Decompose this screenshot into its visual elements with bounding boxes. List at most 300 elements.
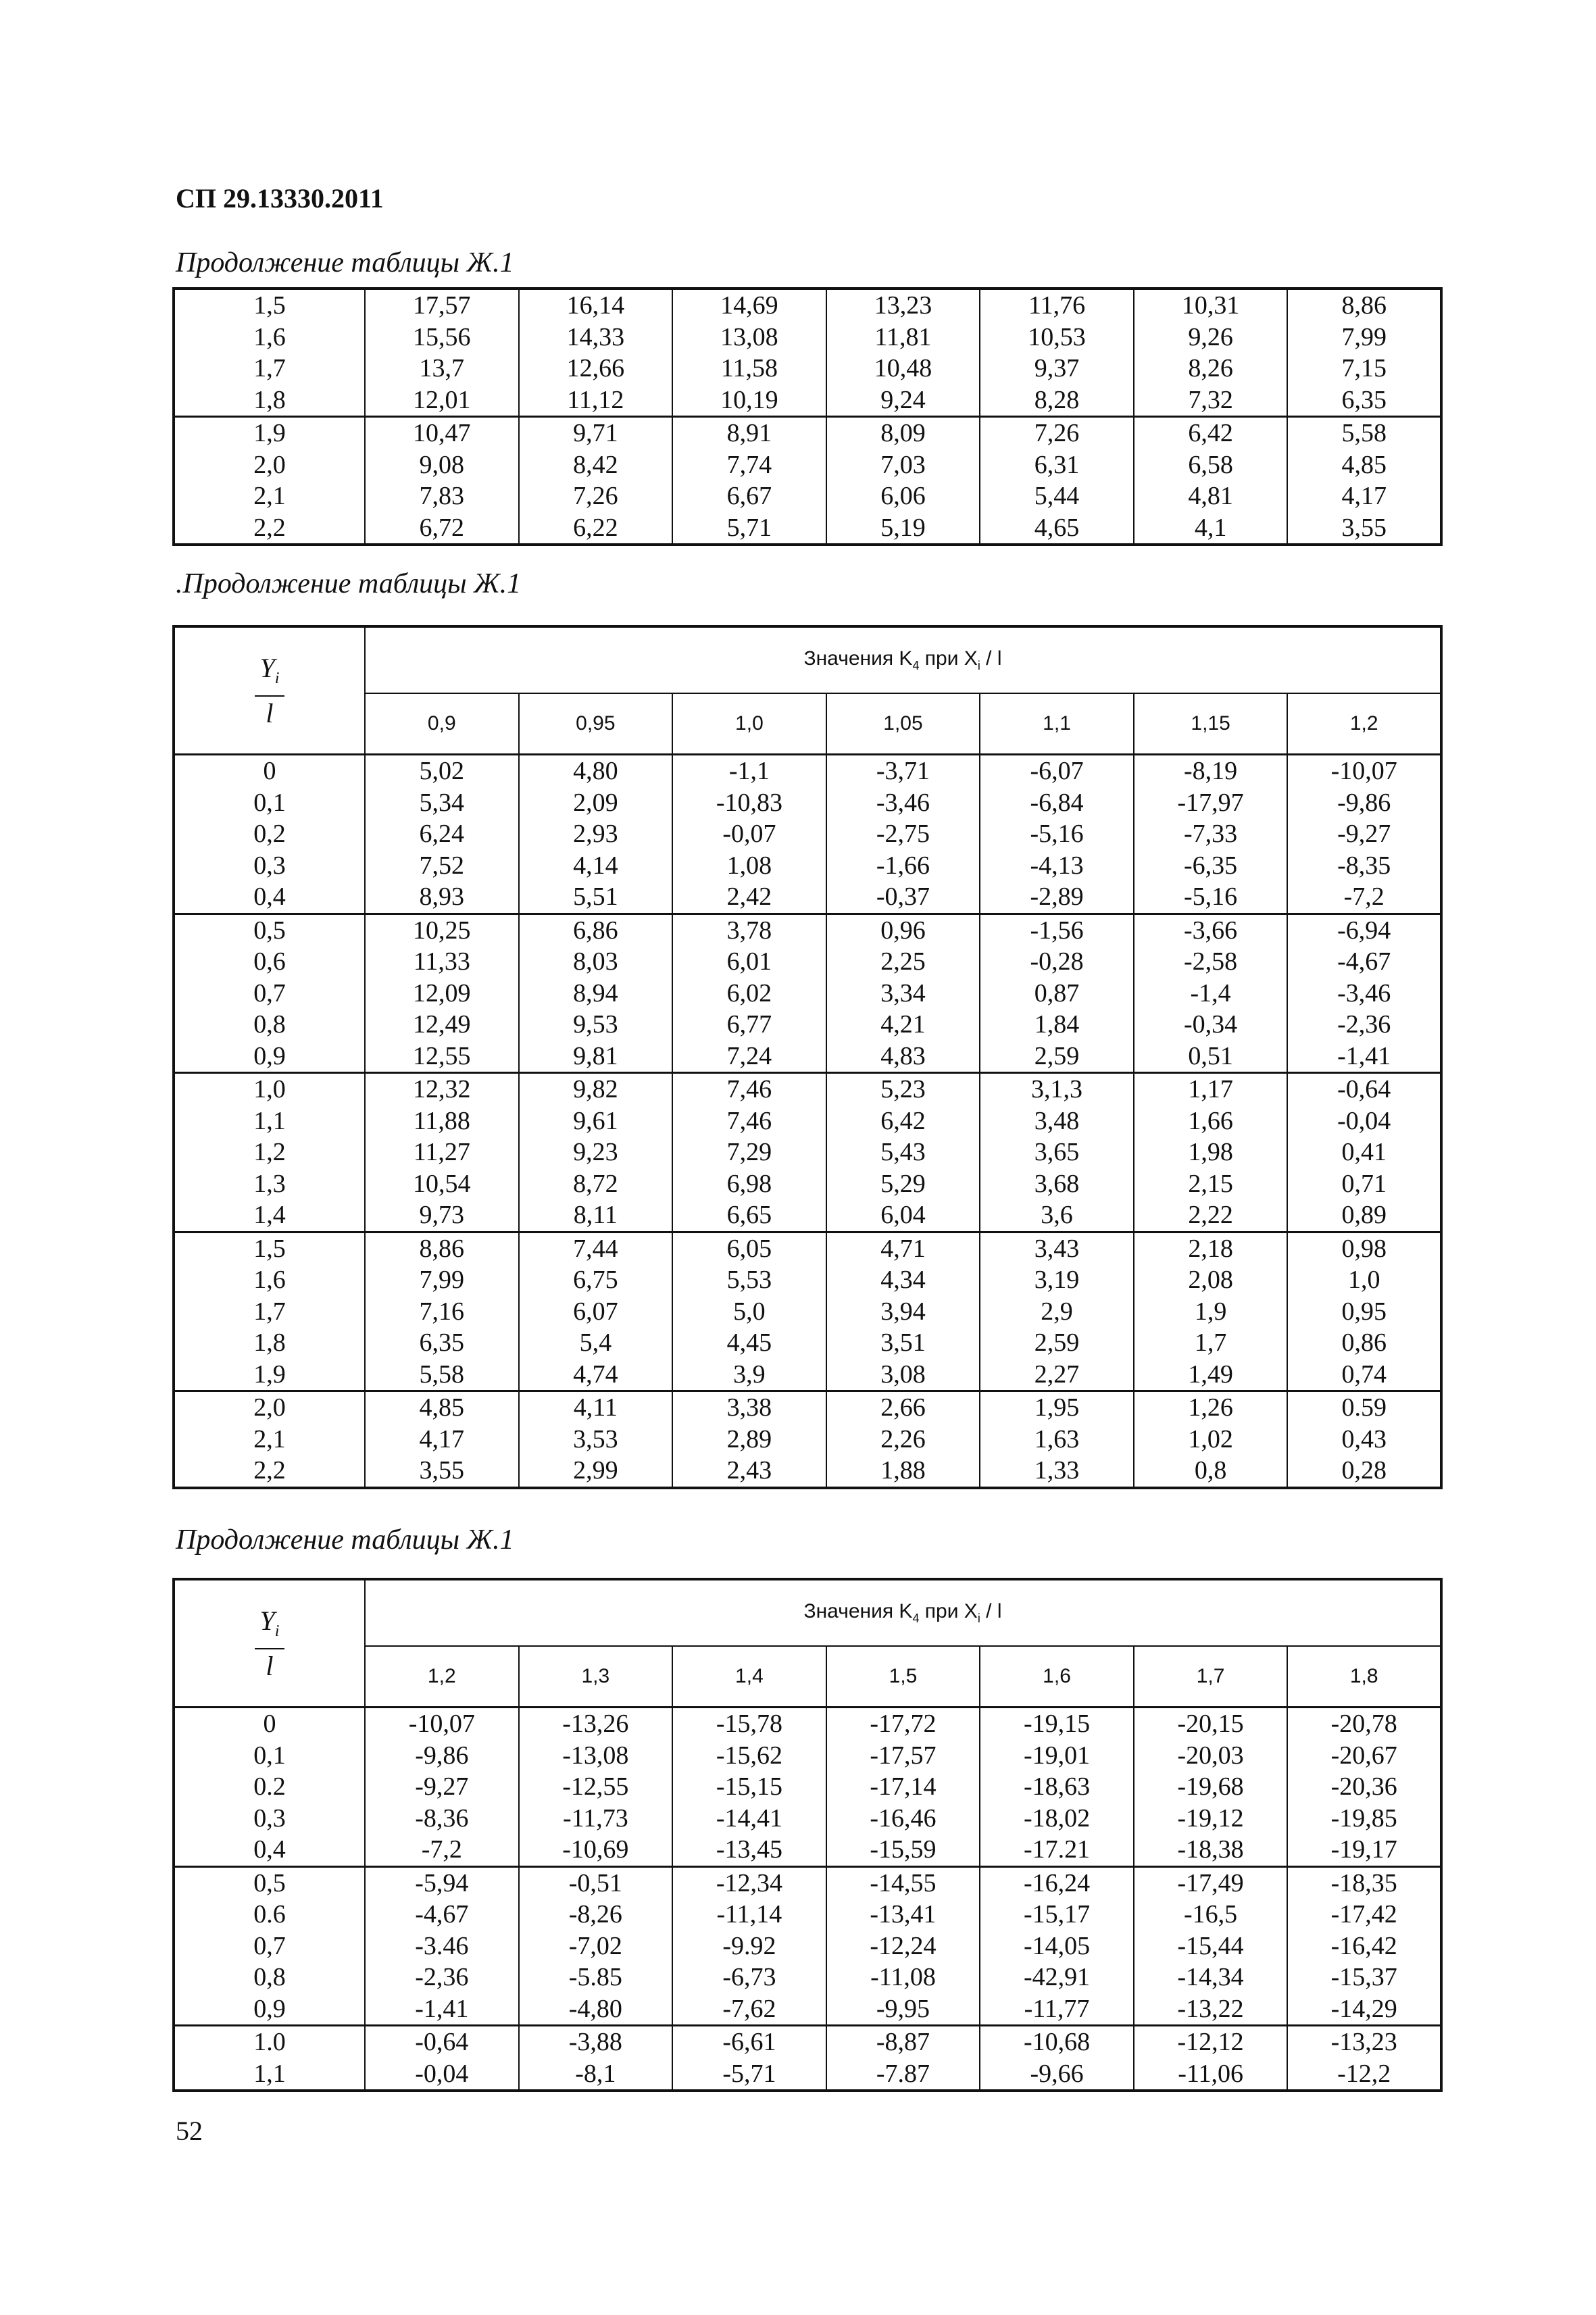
row-label-cell: 0,5	[174, 914, 365, 946]
value-cell: 1,7	[1134, 1327, 1288, 1359]
value-cell: -6,94	[1287, 914, 1441, 946]
value-cell: 6,42	[1134, 417, 1288, 449]
value-cell: 9,61	[519, 1105, 673, 1137]
value-cell: -19,85	[1287, 1803, 1441, 1835]
value-cell: -13,23	[1287, 2026, 1441, 2058]
table-caption: .Продолжение таблицы Ж.1	[176, 568, 522, 599]
value-cell: 2,89	[672, 1424, 826, 1455]
value-cell: -6,84	[980, 787, 1134, 819]
value-cell: 2,93	[519, 818, 673, 850]
value-cell: -8,35	[1287, 850, 1441, 882]
value-cell: -14,34	[1134, 1962, 1288, 1993]
value-cell: 1,84	[980, 1009, 1134, 1041]
table-row	[174, 1232, 1441, 1264]
value-cell: 4,85	[365, 1391, 519, 1424]
column-header: 1,1	[980, 693, 1134, 755]
value-cell: 5,29	[826, 1168, 980, 1200]
row-label-cell: 0,4	[174, 881, 365, 914]
value-cell: -17,57	[826, 1740, 980, 1772]
value-cell: -17,97	[1134, 787, 1288, 819]
value-cell: 3,55	[1287, 512, 1441, 545]
table-row	[174, 1834, 1441, 1866]
value-cell: 0,89	[1287, 1199, 1441, 1232]
table-row	[174, 1264, 1441, 1296]
value-cell: 6,72	[365, 512, 519, 545]
value-cell: -2,36	[1287, 1009, 1441, 1041]
value-cell: 4,85	[1287, 449, 1441, 481]
value-cell: 1,08	[672, 850, 826, 882]
value-cell: 7,03	[826, 449, 980, 481]
value-cell: 0,28	[1287, 1455, 1441, 1488]
row-label-cell: 1,9	[174, 417, 365, 449]
document-code: СП 29.13330.2011	[176, 183, 384, 214]
value-cell: -19,17	[1287, 1834, 1441, 1866]
value-cell: 11,33	[365, 946, 519, 978]
value-cell: -17,49	[1134, 1866, 1288, 1899]
table-row	[174, 2058, 1441, 2091]
value-cell: 9,73	[365, 1199, 519, 1232]
value-cell: -5.85	[519, 1962, 673, 1993]
row-label-cell: 2,2	[174, 512, 365, 545]
table-row	[174, 1771, 1441, 1803]
value-cell: 4,1	[1134, 512, 1288, 545]
value-cell: -9,27	[365, 1771, 519, 1803]
column-header: 1,5	[826, 1646, 980, 1708]
value-cell: 4,81	[1134, 480, 1288, 512]
value-cell: -6,73	[672, 1962, 826, 1993]
value-cell: 2,27	[980, 1359, 1134, 1391]
value-cell: -8,1	[519, 2058, 673, 2091]
table-row	[174, 289, 1441, 322]
value-cell: -6,35	[1134, 850, 1288, 882]
value-cell: 6,67	[672, 480, 826, 512]
value-cell: -13,26	[519, 1708, 673, 1740]
data-table	[172, 287, 1443, 546]
value-cell: 6,98	[672, 1168, 826, 1200]
value-cell: -15,44	[1134, 1931, 1288, 1962]
value-cell: 7,52	[365, 850, 519, 882]
value-cell: 8,86	[1287, 289, 1441, 322]
value-cell: -9,66	[980, 2058, 1134, 2091]
value-cell: -20,36	[1287, 1771, 1441, 1803]
value-cell: 4,71	[826, 1232, 980, 1264]
value-cell: -5,94	[365, 1866, 519, 1899]
value-cell: -18,02	[980, 1803, 1134, 1835]
value-cell: 5,53	[672, 1264, 826, 1296]
value-cell: -1,1	[672, 755, 826, 787]
value-cell: -11,06	[1134, 2058, 1288, 2091]
value-cell: -10,68	[980, 2026, 1134, 2058]
table-row	[174, 978, 1441, 1010]
value-cell: -14,41	[672, 1803, 826, 1835]
table-row	[174, 1327, 1441, 1359]
value-cell: 8,03	[519, 946, 673, 978]
value-cell: -1,41	[365, 1993, 519, 2026]
table-row	[174, 1993, 1441, 2026]
y-ratio-header	[174, 626, 365, 755]
value-cell: -16,5	[1134, 1899, 1288, 1931]
value-cell: 7,83	[365, 480, 519, 512]
row-label-cell: 0,3	[174, 850, 365, 882]
table-row	[174, 881, 1441, 914]
value-cell: 3,08	[826, 1359, 980, 1391]
value-cell: -20,03	[1134, 1740, 1288, 1772]
value-cell: 6,65	[672, 1199, 826, 1232]
value-cell: 5,58	[365, 1359, 519, 1391]
value-cell: 4,83	[826, 1041, 980, 1073]
value-cell: 3,78	[672, 914, 826, 946]
value-cell: 9,81	[519, 1041, 673, 1073]
value-cell: 3,6	[980, 1199, 1134, 1232]
row-label-cell: 1.0	[174, 2026, 365, 2058]
value-cell: -4,67	[1287, 946, 1441, 978]
value-cell: 7,29	[672, 1137, 826, 1168]
value-cell: 11,81	[826, 322, 980, 353]
value-cell: -12,55	[519, 1771, 673, 1803]
value-cell: 3,51	[826, 1327, 980, 1359]
value-cell: -17,72	[826, 1708, 980, 1740]
value-cell: 1,95	[980, 1391, 1134, 1424]
value-cell: 0,51	[1134, 1041, 1288, 1073]
table-row	[174, 787, 1441, 819]
value-cell: 7,16	[365, 1296, 519, 1328]
column-header: 1,7	[1134, 1646, 1288, 1708]
value-cell: 9,26	[1134, 322, 1288, 353]
value-cell: 3,38	[672, 1391, 826, 1424]
value-cell: 1,66	[1134, 1105, 1288, 1137]
value-cell: -16,42	[1287, 1931, 1441, 1962]
row-label-cell: 1,8	[174, 1327, 365, 1359]
value-cell: 0,71	[1287, 1168, 1441, 1200]
value-cell: 4,14	[519, 850, 673, 882]
row-label-cell: 0,8	[174, 1962, 365, 1993]
value-cell: 8,72	[519, 1168, 673, 1200]
value-cell: -0,37	[826, 881, 980, 914]
value-cell: 7,46	[672, 1073, 826, 1105]
value-cell: 2,42	[672, 881, 826, 914]
table-row	[174, 1740, 1441, 1772]
table-row	[174, 417, 1441, 449]
data-table	[172, 625, 1443, 1489]
value-cell: -11,77	[980, 1993, 1134, 2026]
value-cell: 12,32	[365, 1073, 519, 1105]
value-cell: -11,08	[826, 1962, 980, 1993]
value-cell: 6,07	[519, 1296, 673, 1328]
value-cell: -10,07	[1287, 755, 1441, 787]
value-cell: -9,86	[1287, 787, 1441, 819]
row-label-cell: 1,7	[174, 353, 365, 384]
value-cell: 13,08	[672, 322, 826, 353]
row-label-cell: 2,0	[174, 1391, 365, 1424]
value-cell: -12,34	[672, 1866, 826, 1899]
value-cell: 3,43	[980, 1232, 1134, 1264]
value-cell: -13,22	[1134, 1993, 1288, 2026]
value-cell: 1,9	[1134, 1296, 1288, 1328]
value-cell: -2,36	[365, 1962, 519, 1993]
value-cell: 6,86	[519, 914, 673, 946]
row-label-cell: 1,0	[174, 1073, 365, 1105]
column-header: 1,4	[672, 1646, 826, 1708]
k4-values-header: Значения $K_4$ при $X_i$ / l	[365, 1579, 1441, 1646]
value-cell: -19,15	[980, 1708, 1134, 1740]
value-cell: -15,37	[1287, 1962, 1441, 1993]
value-cell: 11,58	[672, 353, 826, 384]
value-cell: 2,43	[672, 1455, 826, 1488]
value-cell: -15,59	[826, 1834, 980, 1866]
row-label-cell: 0,8	[174, 1009, 365, 1041]
value-cell: 3,65	[980, 1137, 1134, 1168]
value-cell: 11,12	[519, 384, 673, 417]
value-cell: 7,26	[980, 417, 1134, 449]
column-header: 1,8	[1287, 1646, 1441, 1708]
value-cell: 12,01	[365, 384, 519, 417]
value-cell: -10,83	[672, 787, 826, 819]
value-cell: -3,66	[1134, 914, 1288, 946]
data-table	[172, 1578, 1443, 2092]
row-label-cell: 1,7	[174, 1296, 365, 1328]
value-cell: 8,93	[365, 881, 519, 914]
y-ratio-label: $\frac{Y_i}{l}$	[255, 651, 285, 730]
column-header: 1,15	[1134, 693, 1288, 755]
value-cell: 5,71	[672, 512, 826, 545]
value-cell: -4,80	[519, 1993, 673, 2026]
value-cell: 11,76	[980, 289, 1134, 322]
row-label-cell: 1,3	[174, 1168, 365, 1200]
value-cell: -18,63	[980, 1771, 1134, 1803]
value-cell: 1,63	[980, 1424, 1134, 1455]
value-cell: 3,34	[826, 978, 980, 1010]
value-cell: 3,53	[519, 1424, 673, 1455]
value-cell: 1,0	[1287, 1264, 1441, 1296]
value-cell: -15,62	[672, 1740, 826, 1772]
table-row	[174, 1899, 1441, 1931]
table-row	[174, 1708, 1441, 1740]
value-cell: 2,26	[826, 1424, 980, 1455]
value-cell: 5,19	[826, 512, 980, 545]
value-cell: -19,01	[980, 1740, 1134, 1772]
value-cell: -3,46	[826, 787, 980, 819]
value-cell: 2,59	[980, 1041, 1134, 1073]
table-row	[174, 353, 1441, 384]
column-header: 1,3	[519, 1646, 673, 1708]
value-cell: 6,02	[672, 978, 826, 1010]
value-cell: 15,56	[365, 322, 519, 353]
value-cell: 0,8	[1134, 1455, 1288, 1488]
column-header: 1,2	[365, 1646, 519, 1708]
table-caption: Продолжение таблицы Ж.1	[176, 247, 514, 278]
row-label-cell: 0,2	[174, 818, 365, 850]
value-cell: 10,25	[365, 914, 519, 946]
value-cell: 6,35	[1287, 384, 1441, 417]
value-cell: 9,08	[365, 449, 519, 481]
value-cell: 3,48	[980, 1105, 1134, 1137]
value-cell: -2,58	[1134, 946, 1288, 978]
table-row	[174, 1359, 1441, 1391]
value-cell: 9,82	[519, 1073, 673, 1105]
value-cell: 2,9	[980, 1296, 1134, 1328]
row-label-cell: 2,0	[174, 449, 365, 481]
value-cell: 10,54	[365, 1168, 519, 1200]
value-cell: -10,07	[365, 1708, 519, 1740]
value-cell: 5,02	[365, 755, 519, 787]
value-cell: -0,34	[1134, 1009, 1288, 1041]
value-cell: 12,55	[365, 1041, 519, 1073]
value-cell: 4,80	[519, 755, 673, 787]
table-row	[174, 384, 1441, 417]
value-cell: 6,42	[826, 1105, 980, 1137]
value-cell: 6,22	[519, 512, 673, 545]
value-cell: -17.21	[980, 1834, 1134, 1866]
value-cell: 5,0	[672, 1296, 826, 1328]
value-cell: 6,75	[519, 1264, 673, 1296]
value-cell: 3,1,3	[980, 1073, 1134, 1105]
value-cell: -7,33	[1134, 818, 1288, 850]
value-cell: -18,38	[1134, 1834, 1288, 1866]
value-cell: 2,99	[519, 1455, 673, 1488]
value-cell: 9,53	[519, 1009, 673, 1041]
table-row	[174, 1803, 1441, 1835]
value-cell: 7,99	[365, 1264, 519, 1296]
value-cell: 1,33	[980, 1455, 1134, 1488]
value-cell: -4,13	[980, 850, 1134, 882]
value-cell: 8,94	[519, 978, 673, 1010]
value-cell: 13,23	[826, 289, 980, 322]
value-cell: 8,86	[365, 1232, 519, 1264]
value-cell: 4,17	[365, 1424, 519, 1455]
value-cell: -1,56	[980, 914, 1134, 946]
value-cell: -11,14	[672, 1899, 826, 1931]
value-cell: -17,14	[826, 1771, 980, 1803]
value-cell: -15,15	[672, 1771, 826, 1803]
value-cell: 2,15	[1134, 1168, 1288, 1200]
row-label-cell: 1,1	[174, 1105, 365, 1137]
table-row	[174, 1168, 1441, 1200]
value-cell: 13,7	[365, 353, 519, 384]
value-cell: 0,86	[1287, 1327, 1441, 1359]
value-cell: 9,37	[980, 353, 1134, 384]
value-cell: 12,66	[519, 353, 673, 384]
table-row	[174, 1105, 1441, 1137]
value-cell: 9,24	[826, 384, 980, 417]
value-cell: -2,89	[980, 881, 1134, 914]
value-cell: 6,04	[826, 1199, 980, 1232]
value-cell: -9,86	[365, 1740, 519, 1772]
value-cell: 7,99	[1287, 322, 1441, 353]
table-row	[174, 512, 1441, 545]
row-label-cell: 1,6	[174, 1264, 365, 1296]
value-cell: -9,95	[826, 1993, 980, 2026]
table-row	[174, 1009, 1441, 1041]
value-cell: 6,24	[365, 818, 519, 850]
value-cell: 17,57	[365, 289, 519, 322]
row-label-cell: 0,7	[174, 1931, 365, 1962]
value-cell: -20,15	[1134, 1708, 1288, 1740]
value-cell: -20,78	[1287, 1708, 1441, 1740]
row-label-cell: 0,1	[174, 1740, 365, 1772]
table-row	[174, 1962, 1441, 1993]
value-cell: 7,24	[672, 1041, 826, 1073]
value-cell: 2,22	[1134, 1199, 1288, 1232]
value-cell: -20,67	[1287, 1740, 1441, 1772]
value-cell: 1,02	[1134, 1424, 1288, 1455]
row-label-cell: 1,5	[174, 289, 365, 322]
column-header: 0,95	[519, 693, 673, 755]
value-cell: 4,45	[672, 1327, 826, 1359]
value-cell: -13,41	[826, 1899, 980, 1931]
value-cell: -6,61	[672, 2026, 826, 2058]
row-label-cell: 1,2	[174, 1137, 365, 1168]
value-cell: 3,55	[365, 1455, 519, 1488]
table-row	[174, 2026, 1441, 2058]
table-row	[174, 1391, 1441, 1424]
table-row	[174, 818, 1441, 850]
value-cell: 7,26	[519, 480, 673, 512]
row-label-cell: 0,9	[174, 1041, 365, 1073]
row-label-cell: 1,4	[174, 1199, 365, 1232]
value-cell: -3,71	[826, 755, 980, 787]
value-cell: 0.59	[1287, 1391, 1441, 1424]
value-cell: -12,24	[826, 1931, 980, 1962]
table-row	[174, 1866, 1441, 1899]
value-cell: 3,68	[980, 1168, 1134, 1200]
value-cell: 4,11	[519, 1391, 673, 1424]
table-row	[174, 1296, 1441, 1328]
value-cell: -19,68	[1134, 1771, 1288, 1803]
table-row	[174, 449, 1441, 481]
row-label-cell: 2,2	[174, 1455, 365, 1488]
table-row	[174, 1137, 1441, 1168]
value-cell: 6,06	[826, 480, 980, 512]
column-header: 1,05	[826, 693, 980, 755]
row-label-cell: 2,1	[174, 1424, 365, 1455]
row-label-cell: 2,1	[174, 480, 365, 512]
value-cell: 0,98	[1287, 1232, 1441, 1264]
value-cell: 7,32	[1134, 384, 1288, 417]
value-cell: -12,12	[1134, 2026, 1288, 2058]
value-cell: 1,26	[1134, 1391, 1288, 1424]
y-ratio-header	[174, 1579, 365, 1708]
value-cell: 8,09	[826, 417, 980, 449]
value-cell: 11,88	[365, 1105, 519, 1137]
value-cell: -0,64	[1287, 1073, 1441, 1105]
value-cell: 5,51	[519, 881, 673, 914]
k4-values-header: Значения $K_4$ при $X_i$ / l	[365, 626, 1441, 693]
value-cell: 6,58	[1134, 449, 1288, 481]
value-cell: 0,95	[1287, 1296, 1441, 1328]
value-cell: -18,35	[1287, 1866, 1441, 1899]
value-cell: 0,43	[1287, 1424, 1441, 1455]
value-cell: 2,08	[1134, 1264, 1288, 1296]
row-label-cell: 0,1	[174, 787, 365, 819]
table-row	[174, 480, 1441, 512]
column-header: 1,6	[980, 1646, 1134, 1708]
row-label-cell: 0,7	[174, 978, 365, 1010]
value-cell: -16,46	[826, 1803, 980, 1835]
value-cell: -6,07	[980, 755, 1134, 787]
value-cell: -7,02	[519, 1931, 673, 1962]
value-cell: 5,44	[980, 480, 1134, 512]
table-row	[174, 946, 1441, 978]
table-row	[174, 1455, 1441, 1488]
row-label-cell: 0,9	[174, 1993, 365, 2026]
value-cell: -5,71	[672, 2058, 826, 2091]
row-label-cell: 0.6	[174, 1899, 365, 1931]
value-cell: -0,28	[980, 946, 1134, 978]
value-cell: -42,91	[980, 1962, 1134, 1993]
value-cell: -3,88	[519, 2026, 673, 2058]
value-cell: 6,77	[672, 1009, 826, 1041]
value-cell: 5,58	[1287, 417, 1441, 449]
